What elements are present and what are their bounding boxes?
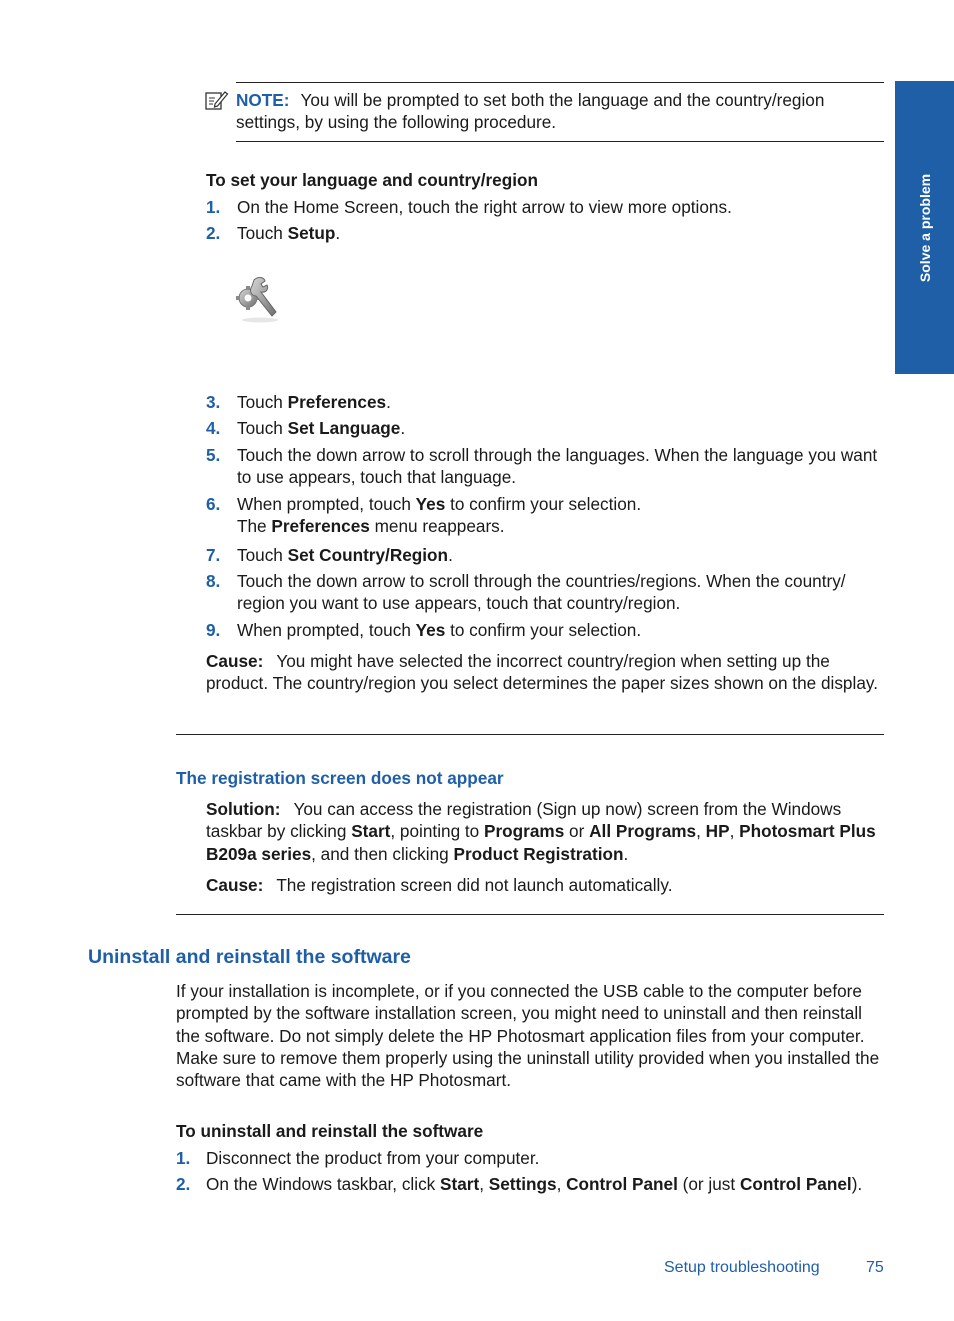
step-text: On the Home Screen, touch the right arrow to view more options. <box>237 197 732 217</box>
note-label: NOTE: <box>236 90 290 110</box>
step-number: 1. <box>206 197 221 217</box>
note-body: You will be prompted to set both the language and the country/region settings, by using the following procedure. <box>236 90 825 133</box>
step-number: 3. <box>206 392 221 412</box>
step-main: When prompted, touch Yes to confirm your selection. <box>237 494 642 514</box>
step-text: Touch Preferences. <box>237 392 391 412</box>
step-sub: The Preferences menu reappears. <box>237 516 505 537</box>
step-text: Touch Set Country/Region. <box>237 545 453 565</box>
solution-label: Solution: <box>206 799 281 819</box>
step-number: 2. <box>176 1174 191 1194</box>
step-text: On the Windows taskbar, click Start, Settings, Control Panel (or just Control Panel). <box>206 1174 863 1194</box>
step-text: When prompted, touch Yes to confirm your selection. <box>237 620 642 640</box>
cause-text: You might have selected the incorrect country/region when setting up the product. The country/region you select determines the paper sizes shown on the display. <box>206 651 878 694</box>
side-tab <box>895 81 954 374</box>
step-number: 6. <box>206 494 221 514</box>
setup-wrench-icon <box>234 274 282 324</box>
side-tab-label: Solve a problem <box>916 173 933 282</box>
registration-heading: The registration screen does not appear <box>176 768 504 788</box>
uninstall-procedure-heading: To uninstall and reinstall the software <box>176 1121 484 1141</box>
cause-paragraph <box>206 874 884 896</box>
step-number: 2. <box>206 223 221 243</box>
note-pencil-icon <box>205 89 229 111</box>
cause-paragraph <box>206 650 884 695</box>
section-divider <box>176 734 884 735</box>
step-text: Touch Setup. <box>237 223 341 243</box>
language-procedure-heading: To set your language and country/region <box>206 170 539 190</box>
step-number: 4. <box>206 418 221 438</box>
step-text: Touch the down arrow to scroll through the languages. When the language you want to use appears, touch that language. <box>237 445 878 488</box>
step-number: 5. <box>206 445 221 465</box>
step-number: 1. <box>176 1148 191 1168</box>
solution-text: You can access the registration (Sign up now) screen from the Windows taskbar by clicking Start, pointing to Programs or All Programs, HP, Photosmart Plus B209a series, and then clicking Product Registration. <box>206 799 876 864</box>
solution-paragraph <box>206 798 884 865</box>
footer-section-title: Setup troubleshooting <box>664 1259 820 1276</box>
cause-label: Cause: <box>206 651 264 671</box>
step-text: Touch Set Language. <box>237 418 406 438</box>
uninstall-heading: Uninstall and reinstall the software <box>88 946 411 968</box>
step-number: 8. <box>206 571 221 591</box>
section-divider <box>176 914 884 915</box>
step-number: 9. <box>206 620 221 640</box>
cause-label: Cause: <box>206 875 264 895</box>
step-text <box>237 493 885 538</box>
cause-text: The registration screen did not launch automatically. <box>276 875 673 895</box>
note-text <box>236 89 884 134</box>
step-text: Touch the down arrow to scroll through the countries/regions. When the country/ region you want to use appears, touch that country/region. <box>237 571 846 614</box>
step-number: 7. <box>206 545 221 565</box>
uninstall-intro: If your installation is incomplete, or if you connected the USB cable to the computer before prompted by the software installation screen, you might need to uninstall and then reinstall the software. Do not simply delete the HP Photosmart application files from your computer. Make sure to remove them properly using the uninstall utility provided when you installed the software that came with the HP Photosmart. <box>176 981 880 1091</box>
page-number: 75 <box>866 1259 884 1276</box>
step-text: Disconnect the product from your computer. <box>206 1148 540 1168</box>
